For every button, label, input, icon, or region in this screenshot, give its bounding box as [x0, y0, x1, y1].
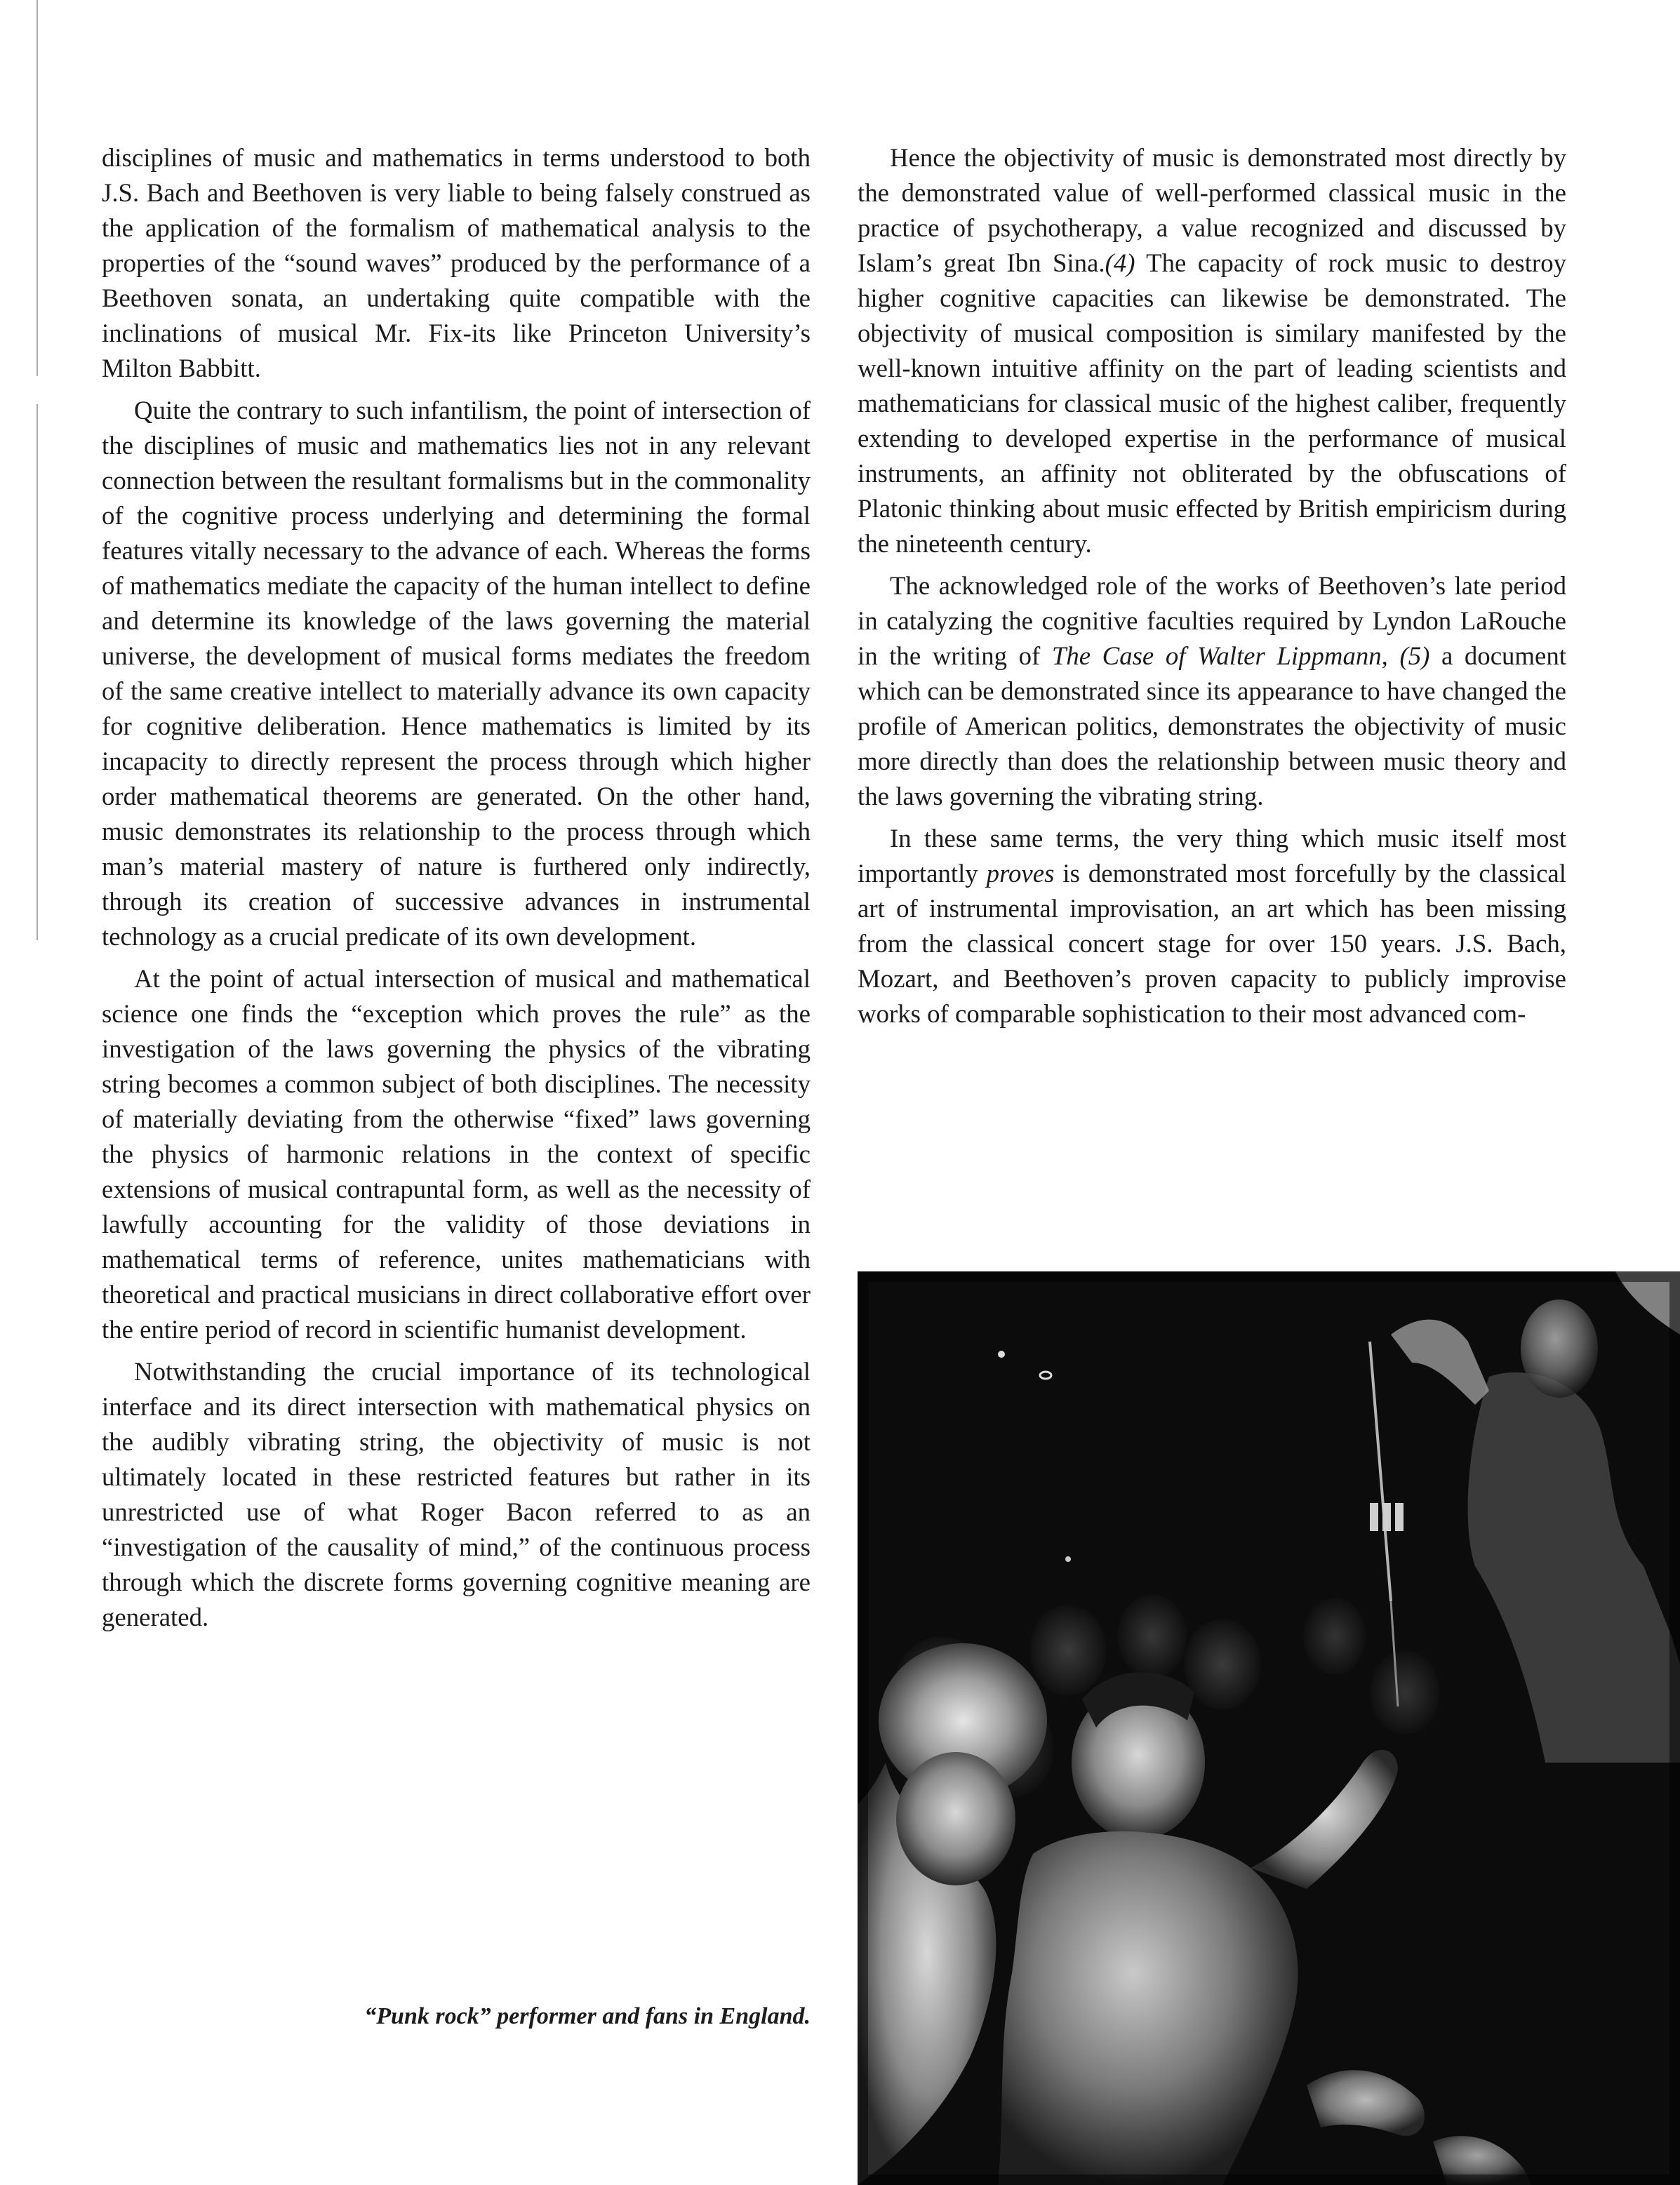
- concert-photo: [858, 1271, 1680, 2185]
- left-paragraph-4: Notwithstanding the crucial importance of its technological interface and its direct intersection with mathematical physics on the audibly vibrating string, the objectivity of music is not ultimately located in these restricted features but rather in its unrestricted use of what Roger Bacon referred to as an “investigation of the causality of mind,” of the continuous process through which the discrete forms governing cognitive meaning are generated.: [102, 1357, 811, 1631]
- right-paragraph-3-text-cont: is demonstrated most forcefully by the classical art of instrumental improvisation, an art which has been missing from the classical concert stage for over 150 years. J.S. Bach, Mozart, and Beethoven’s proven capacity to publicly improvise works of comparable sophistication to their most advanced com-: [858, 859, 1566, 1028]
- right-paragraph-1-text: Hence the objectivity of music is demonstrated most directly by the demonstrated value of well-performed classical music in the practice of psychotherapy, a value recognized and discussed by Islam’s great Ibn Sina.: [858, 143, 1566, 277]
- left-paragraph-2: Quite the contrary to such infantilism, the point of intersection of the disciplines of music and mathematics lies not in any relevant connection between the resultant formalisms but in the commonality of the cognitive process underlying and determining the formal features vitally necessary to the advance of each. Whereas the forms of mathematics mediate the capacity of the human intellect to define and determine its knowledge of the laws governing the material universe, the development of musical forms mediates the freedom of the same creative intellect to materially advance its own capacity for cognitive deliberation. Hence mathematics is limited by its incapacity to directly represent the process through which higher order mathematical theorems are generated. On the other hand, music demonstrates its relationship to the process through which man’s material mastery of nature is furthered only indirectly, through its creation of successive advances in instrumental technology as a crucial predicate of its own development.: [102, 396, 811, 951]
- left-column: [102, 140, 811, 1642]
- right-paragraph-2-text: The acknowledged role of the works of Beethoven’s late period in catalyzing the cognitive faculties required by Lyndon LaRouche in the writing of: [858, 571, 1566, 670]
- right-paragraph-2-text-cont: a document which can be demonstrated since its appearance to have changed the profile of American politics, demonstrates the objectivity of music more directly than does the relationship between music theory and the laws governing the vibrating string.: [858, 641, 1567, 810]
- right-paragraph-1-text-cont: The capacity of rock music to destroy higher cognitive capacities can likewise be demonstrated. The objectivity of musical composition is similary manifested by the well-known intuitive affinity on the part of leading scientists and mathematicians for classical music of the highest caliber, frequently extending to developed expertise in the performance of musical instruments, an affinity not obliterated by the obfuscations of Platonic thinking about music effected by British empiricism during the nineteenth century.: [858, 248, 1566, 558]
- left-paragraph-1: disciplines of music and mathematics in terms understood to both J.S. Bach and Beethoven is very liable to being falsely construed as the application of the formalism of mathematical analysis to the properties of the “sound waves” produced by the performance of a Beethoven sonata, an undertaking quite compatible with the inclinations of musical Mr. Fix-its like Princeton University’s Milton Babbitt.: [102, 143, 811, 382]
- page-binding-edge: [36, 0, 38, 940]
- book-title: The Case of Walter Lippmann,: [1051, 641, 1388, 670]
- footnote-ref-4: (4): [1105, 248, 1135, 277]
- emphasis-proves: proves: [986, 859, 1055, 888]
- left-paragraph-3: At the point of actual intersection of musical and mathematical science one finds the “exception which proves the rule” as the investigation of the laws governing the physics of the vibrating string becomes a common subject of both disciplines. The necessity of materially deviating from the otherwise “fixed” laws governing the physics of harmonic relations in the context of specific extensions of musical contrapuntal form, as well as the necessity of lawfully accounting for the validity of those deviations in mathematical terms of reference, unites mathematicians with theoretical and practical musicians in direct collaborative effort over the entire period of record in scientific humanist development.: [102, 964, 811, 1344]
- right-paragraph-3-text: In these same terms, the very thing which music itself most importantly: [858, 824, 1566, 888]
- right-paragraph-1: [858, 140, 1566, 561]
- photo-caption: “Punk rock” performer and fans in England.: [364, 2003, 811, 2029]
- right-paragraph-3: [858, 821, 1566, 1031]
- right-column: [858, 140, 1566, 1038]
- footnote-ref-5: (5): [1387, 641, 1430, 670]
- right-paragraph-2: [858, 568, 1566, 814]
